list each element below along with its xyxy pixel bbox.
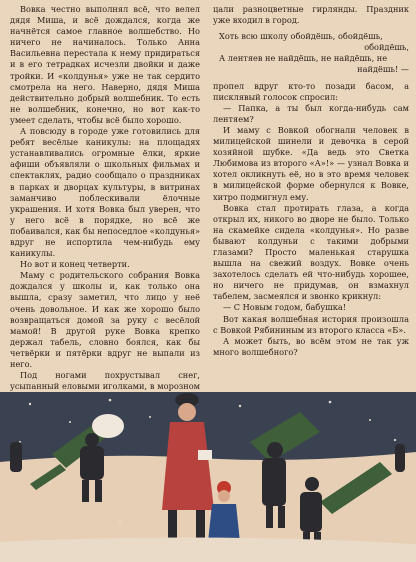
paragraph: Но вот и конец четверти. [20, 259, 130, 270]
paragraph: Вовка стал протирать глаза, а когда открыл их, никого во дворе не было. Только на скамейке сидела «колдунья». Но разве бывают колдуньи с такими добрыми глазами? Просто маленькая старушка вышла на свежий воздух. Вовке очень захотелось сделать ей что-нибудь хорошее, но ничего не придумав, он взмахнул табелем, засмеялся и звонко крикнул: [213, 202, 409, 302]
poem-line: Хоть всю школу обойдёшь, обойдёшь, [219, 31, 383, 42]
poem-line: найдёшь! — [357, 64, 409, 75]
paragraph: Маму с родительского собрания Вовка дождался у школы и, как только она вышла, сразу заметил, что лицо у неё очень довольное. И как же хорошо было возвращаться домой за руку с весёлой мамой! В другой руке Вовка крепко держал табель, словно боялся, как бы четвёрки и пятёрки вдруг не выпали из него. [10, 270, 200, 369]
poem-line: А лентяев не найдёшь, не найдёшь, не [219, 53, 388, 64]
paragraph: цали разноцветные гирлянды. Праздник уже входил в город. [213, 4, 409, 26]
right-text-column [213, 4, 409, 358]
paragraph: А повсюду в городе уже готовились для ребят весёлые каникулы: на площадях устанавливались огромные ёлки, яркие афиши объявляли о школьных фильмах и спектаклях, радио сообщало о праздниках в парках и дворцах культуры, в витринах заманчиво поблескивали ёлочные украшения. И хотя Вовка был уверен, что у него всё в порядке, но всё же побаивался, как бы непоседлое «колдунья» вдруг не испортила чем-нибудь ему каникулы. [10, 126, 201, 259]
paragraph: Под ногами похрустывал снег, усыпанный еловыми иголками, в морозном [10, 370, 200, 392]
paragraph: — С Новым годом, бабушка! [223, 302, 347, 313]
paragraph: И маму с Вовкой обогнали человек в милицейской шинели и девочка в серой хозяйной шубке. «Да ведь это Светка Любимова из второго «А»!» — узнал Вовка и хотел окликнуть её, но в это время человек в милицейской форме обернулся к Вовке, хитро подмигнул ему. [213, 124, 409, 202]
winter-street-illustration [0, 392, 416, 562]
paragraph: А может быть, во всём этом не так уж много волшебного? [213, 335, 409, 357]
paragraph: — Папка, а ты был когда-нибудь сам лентяем? [213, 102, 409, 124]
paragraph: Вовка честно выполнял всё, что велел дядя Миша, и всё дождался, когда же начнётся самое главное волшебство. Но ничего не начиналось. Только Анна Васильевна перестала к нему придираться и в его тетрадках исчезли двойки и даже тройки. И «колдунья» уже не так сердито смотрела на него. Наверно, дядя Миша действительно добрый волшебник. То есть не волшебник, конечно, но вот как-то умеет сделать, чтобы всё было хорошо. [10, 4, 200, 125]
poem-line: обойдёшь, [364, 42, 409, 53]
winter-scene-icon [0, 392, 416, 562]
left-text-column [10, 4, 200, 414]
paragraph: Вот какая волшебная история произошла с Вовкой Рябининым из второго класса «Б». [213, 313, 409, 335]
snow-ground [0, 537, 416, 562]
paragraph: пропел вдруг кто-то позади басом, а писклявый голосок спросил: [213, 80, 409, 102]
